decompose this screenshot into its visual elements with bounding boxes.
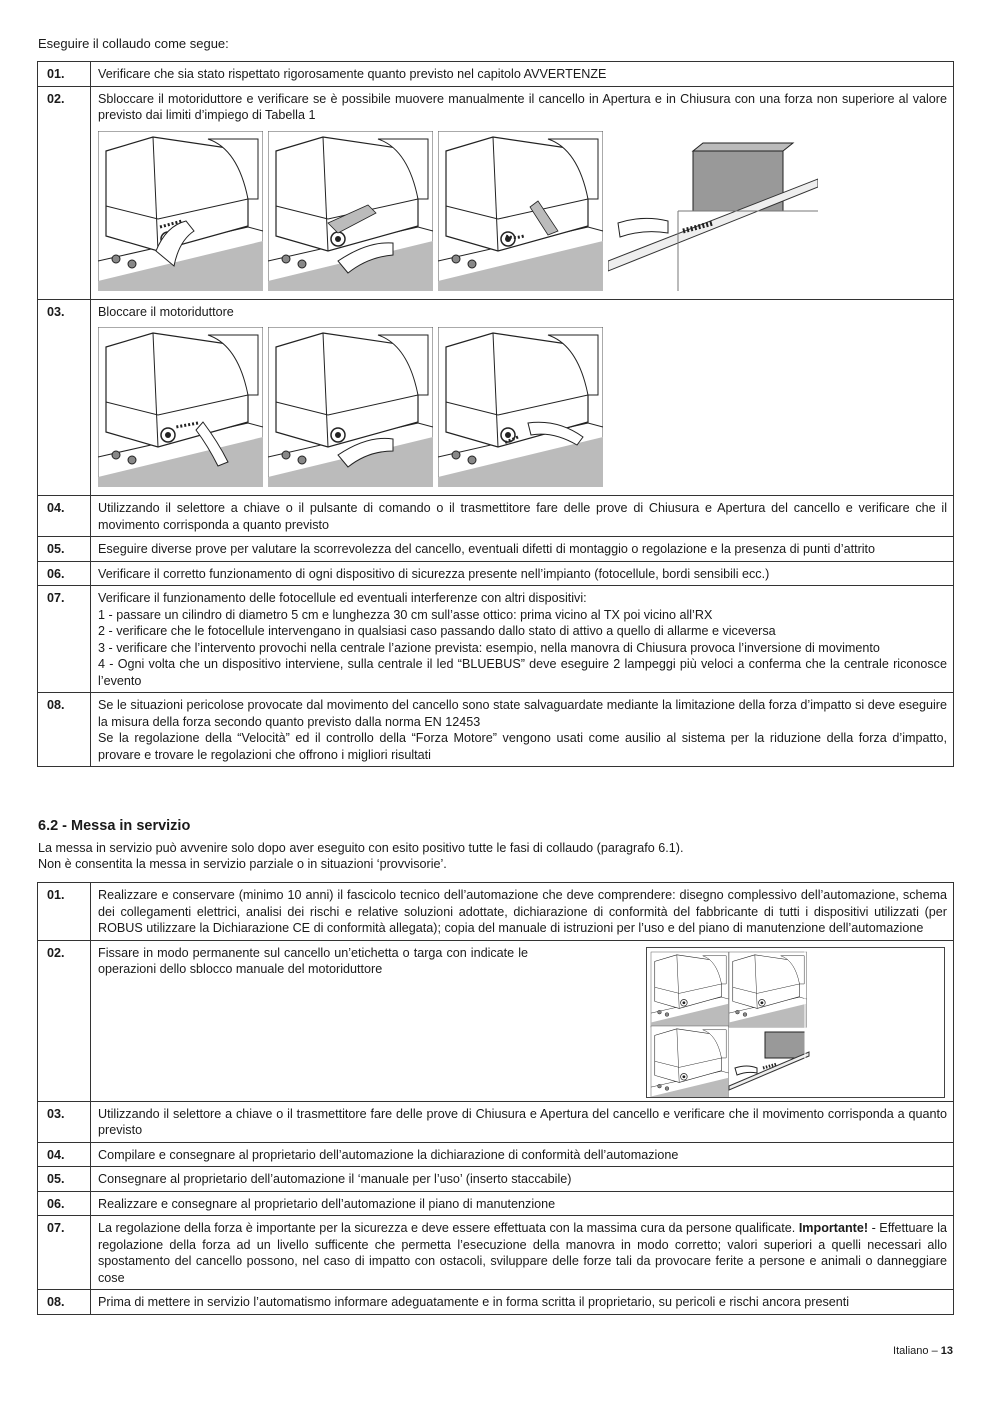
important-note: Importante!	[798, 1221, 869, 1235]
table-row	[38, 86, 954, 299]
page-footer	[893, 1345, 953, 1357]
step-text: Se la regolazione della “Velocità” ed il controllo della “Forza Motore” vengono usati come ausilio al sistema per la riduzione della forza d’impatto, provare e trovare le regolazioni che offrono i migliori risultati	[98, 731, 947, 762]
table-row	[38, 1167, 954, 1192]
servizio-table	[37, 882, 954, 1315]
step-number: 02.	[38, 940, 91, 1101]
motor-lock-illustration	[98, 327, 263, 489]
table-row	[38, 693, 954, 767]
motor-unlock-illustration	[438, 131, 603, 293]
step-subitem: 3 - verificare che l’intervento provochi nella centrale l’azione prevista: esempio, nella manovra di Chiusura provoca l’inversione di movimento	[98, 640, 880, 655]
step-text: Bloccare il motoriduttore	[98, 304, 234, 319]
unlock-label-illustration	[646, 947, 945, 1098]
step-text: Fissare in modo permanente sul cancello un’etichetta o targa con indicate le operazioni dello sblocco manuale del motoriduttore	[98, 945, 528, 976]
step-text: Utilizzando il selettore a chiave o il pulsante di comando o il trasmettitore fare delle prove di Chiusura e Apertura del cancello e verificare che il movimento corrisponda a quanto previsto	[91, 496, 954, 537]
step-subitem: 4 - Ogni volta che un dispositivo interviene, sulla centrale il led “BLUEBUS” deve eseguire 2 lampeggi più veloci a conferma che la centrale riconosce l’evento	[98, 657, 947, 688]
footer-language: Italiano –	[893, 1345, 941, 1357]
table-row	[38, 1191, 954, 1216]
step-number: 04.	[38, 496, 91, 537]
step-text: La regolazione della forza è importante per la sicurezza e deve essere effettuata con la massima cura da persone qualificate.	[98, 1221, 799, 1235]
section-title: 6.2 - Messa in servizio	[38, 818, 191, 834]
table-row	[38, 537, 954, 562]
step-text: Consegnare al proprietario dell’automazione il ‘manuale per l’uso’ (inserto staccabile)	[91, 1167, 954, 1192]
table-row	[38, 883, 954, 941]
table-row	[38, 1101, 954, 1142]
step-number: 03.	[38, 1101, 91, 1142]
motor-lock-illustration	[268, 327, 433, 489]
step-number: 08.	[38, 1290, 91, 1315]
step-subitem: 1 - passare un cilindro di diametro 5 cm e lunghezza 30 cm sull’asse ottico: prima vicino al TX poi vicino all’RX	[98, 607, 713, 622]
step-number: 07.	[38, 1216, 91, 1290]
table-row	[38, 1290, 954, 1315]
step-text: Utilizzando il selettore a chiave o il trasmettitore fare delle prove di Chiusura e Apertura del cancello e verificare che il movimento corrisponda a quanto previsto	[91, 1101, 954, 1142]
step-text: Prima di mettere in servizio l’automatismo informare adeguatamente e in forma scritta il proprietario, su pericoli e rischi ancora presenti	[91, 1290, 954, 1315]
step-number: 02.	[38, 86, 91, 299]
step-number: 04.	[38, 1142, 91, 1167]
table-row	[38, 62, 954, 87]
gate-push-illustration	[608, 131, 818, 293]
page-number: 13	[940, 1345, 953, 1357]
lock-illustrations	[98, 327, 947, 489]
table-row	[38, 561, 954, 586]
step-number: 01.	[38, 883, 91, 941]
step-number: 03.	[38, 299, 91, 496]
step-text: Verificare il corretto funzionamento di ogni dispositivo di sicurezza presente nell’impianto (fotocellule, bordi sensibili ecc.)	[91, 561, 954, 586]
step-subitem: 2 - verificare che le fotocellule intervengano in qualsiasi caso passando dallo stato di attivo a quello di allarme e viceversa	[98, 624, 776, 638]
step-text: Eseguire diverse prove per valutare la scorrevolezza del cancello, eventuali difetti di montaggio o regolazione e la presenza di punti d’attrito	[91, 537, 954, 562]
step-number: 05.	[38, 1167, 91, 1192]
step-text: Se le situazioni pericolose provocate dal movimento del cancello sono state salvaguardate mediante la limitazione della forza d’impatto si deve eseguire la misura della forza secondo quanto previsto dalla norma EN 12453	[98, 698, 947, 729]
step-text: Realizzare e conservare (minimo 10 anni) il fascicolo tecnico dell’automazione che deve comprendere: disegno complessivo dell’automazione, schema dei collegamenti elettrici, analisi dei rischi e relative soluzioni adottate, dichiarazione di conformità del fabbricante di tutti i dispositivi utilizzati (per ROBUS utilizzare la Dichiarazione CE di conformità allegata); copia del manuale di istruzioni per l’uso e del piano di manutenzione dell’automazione	[91, 883, 954, 941]
motor-unlock-illustration	[268, 131, 433, 293]
step-number: 05.	[38, 537, 91, 562]
intro-text: Eseguire il collaudo come segue:	[38, 36, 229, 51]
table-row	[38, 299, 954, 496]
table-row	[38, 586, 954, 693]
table-row	[38, 940, 954, 1101]
collaudo-table	[37, 61, 954, 767]
unlock-illustrations	[98, 131, 947, 293]
step-number: 07.	[38, 586, 91, 693]
motor-unlock-illustration	[98, 131, 263, 293]
step-text: - Effettuare la regolazione della forza ad un livello sufficente che permetta l’esecuzione della manovra in modo corretto; valori superiori a quelli necessari allo spostamento del cancello possono, nel caso di impatto con ostacoli, sviluppare delle forze tali da provocare ferite a persone e animali o danneggiare cose	[98, 1221, 947, 1285]
step-number: 08.	[38, 693, 91, 767]
motor-lock-illustration	[438, 327, 603, 489]
section-paragraph: La messa in servizio può avvenire solo dopo aver eseguito con esito positivo tutte le fasi di collaudo (paragrafo 6.1).	[38, 841, 684, 855]
step-text: Sbloccare il motoriduttore e verificare se è possibile muovere manualmente il cancello in Apertura e in Chiusura con una forza non superiore al valore previsto dai limiti d’impiego di Tabella 1	[98, 91, 947, 122]
table-row	[38, 496, 954, 537]
step-text: Compilare e consegnare al proprietario dell’automazione la dichiarazione di conformità dell’automazione	[91, 1142, 954, 1167]
section-paragraph: Non è consentita la messa in servizio parziale o in situazioni ‘provvisorie’.	[38, 856, 447, 871]
step-number: 01.	[38, 62, 91, 87]
step-text: Verificare il funzionamento delle fotocellule ed eventuali interferenze con altri dispositivi:	[98, 591, 587, 605]
step-text: Verificare che sia stato rispettato rigorosamente quanto previsto nel capitolo AVVERTENZE	[91, 62, 954, 87]
table-row	[38, 1216, 954, 1290]
step-number: 06.	[38, 1191, 91, 1216]
step-number: 06.	[38, 561, 91, 586]
step-text: Realizzare e consegnare al proprietario dell’automazione il piano di manutenzione	[91, 1191, 954, 1216]
table-row	[38, 1142, 954, 1167]
